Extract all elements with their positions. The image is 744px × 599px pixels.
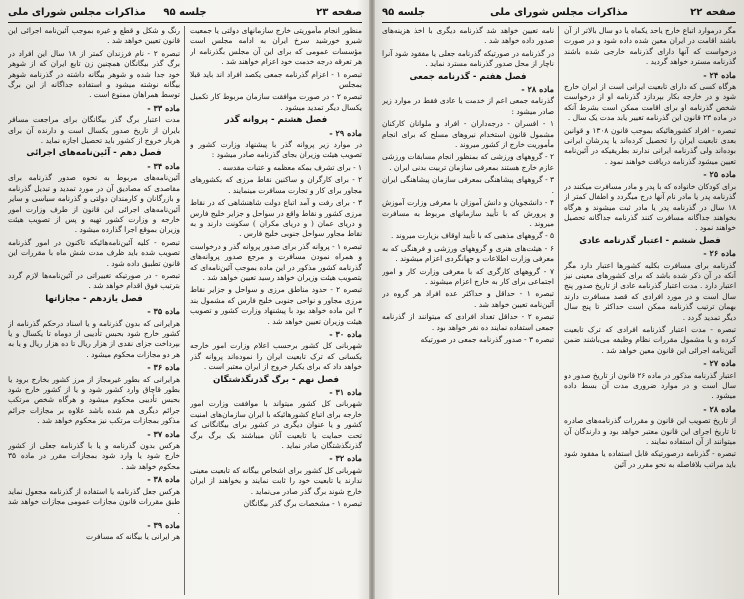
paragraph: ۳ - برای رفت و آمد اتباع دولت شاهنشاهی که در نقاط مرزی کشور و نقاط واقع در سواحل و جزایر خلیج فارس و دریای عمان ( و دریای مکران ) سکونت دارند و به نقاط مجاور سواحل جنوبی خلیج فارس . [190,198,362,239]
paragraph: هر ایرانی یا بیگانه که مسافرت [86,532,180,542]
article-number: ماده ۳۲ - [329,453,362,464]
article-number: ماده ۲۷ - [703,358,736,369]
right-page-left-column [382,26,554,595]
article-number: ماده ۳۷ - [147,428,180,439]
paragraph: هرگاه کسی که دارای تابعیت ایرانی است از ایران خارج شود و در خارجه بکار بپردازد گذرنامه او از درخواست شخص گذرنامه او برای اقامت ممکن است بشرط آنکه در ماده ۲۳ قانون این گذرنامه تغییر یابد مدت یک سال . [564,82,736,123]
right-page-header [382,6,736,23]
right-page-number: صفحه ۲۲ [690,7,736,18]
paragraph: تبصره ۳ - صدور گذرنامه جمعی در صورتیکه [420,334,554,344]
paragraph: تبصره ۱ - اعزام گذرنامه جمعی یکصد افراد اند باید قبلا بمجلس [190,69,362,90]
right-page-right-column [564,26,736,595]
paragraph: تبصره ۲ - نام فرزندان کمتر از ۱۸ سال این افراد در برگ گذر بیگانگان همچنین زن تابع ایران که از شوهر خود جدا شده و شوهر بیگانه داشته در گذرنامه شوهر بیگانه نوشته میشود و استفاده جداگانه از این برگ توسط همراهان ممنوع است . [8,48,180,100]
section-heading: فصل نهم - برگ گذرنگذشتگان [213,374,339,385]
paragraph: تبصره ۲ - در صورت موافقت سازمان مربوط کار تکمیل یکسال دیگر تمدید میشود . [190,92,362,112]
left-page-header [8,6,362,23]
paragraph: هرایرانی که بدون گذرنامه و یا اسناد درحکم گذرنامه از کشور خارج شود بحبس تأدیبی از دوماه تا یکسال و یا بپرداخت جزای نقدی از هزار ریال تا ده هزار ریال و یا به هر دو مجازات محکوم میشود . [8,318,180,359]
paragraph: در گذرنامه در صورتیکه گذرنامه جعلی یا مفقود شود آنرا ناچار از محل صدور گذرنامه مسترد نماید . [382,48,554,69]
paragraph: تبصره - مدت اعتبار گذرنامه افرادی که ترک تابعیت کرده و یا مشمول مقررات نظام وظیفه می‌باشند ضمن آئین‌نامه اجرائی این قانون معین خواهد شد . [564,324,736,355]
left-page-left-column [8,26,180,595]
section-heading: فصل ششم - اعتبار گذرنامه عادی [579,235,721,246]
left-page [0,0,370,599]
right-page-session: جلسه ۹۵ [382,7,426,18]
paragraph: از تاریخ تصویب این قانون و مقررات گذرنامه‌های صادره تا تاریخ اجرای این قانون معتبر خواهد بود و دارندگان آن میتوانند از آن استفاده نمایند . [564,416,736,447]
paragraph: اعتبار گذرنامه مذکور در ماده ۲۶ قانون از تاریخ صدور دو سال است و در موارد ضروری مدت آن بسط داده میشود . [564,370,736,401]
article-number: ماده ۲۹ - [329,127,362,138]
paragraph: تبصره ۲ - حدود مناطق مرزی و سواحل و جزایر نقاط مرزی مجاور و نواحی جنوبی خلیج فارس که مشمول بند ۳ این ماده خواهد بود با پیشنهاد وزارت کشور و تصویب هیئت وزیران تعیین خواهد شد . [190,285,362,326]
left-page-right-column [190,26,362,595]
paragraph: گذرنامه برای مسافرت بکلیه کشورها اعتبار دارد مگر آنکه در آن ذکر شده باشد که برای کشورهای معینی نیز اعتبار دارد . مدت اعتبار گذرنامه عادی از تاریخ صدور پنج سال است و در مورد افرادی که قصد مسافرت دارند بهمان ترتیب گذرنامه ممکن است حداکثر تا پنج سال دیگر تمدید گردد . [564,260,736,322]
paragraph: هرکس جعل گذرنامه یا استفاده از گذرنامه مجعول نماید طبق مقررات قانون مجازات عمومی مجازات خواهد شد . [8,486,180,517]
paragraph: تبصره ۱ - حداقل و حداکثر عده افراد هر گروه در آئین‌نامه تعیین خواهد شد . [382,289,554,309]
paragraph: در موارد زیر پروانه گذر با پیشنهاد وزارت کشور و تصویب هیئت وزیران بجای گذرنامه صادر میشود : [190,140,362,160]
section-heading: فصل هفتم - گذرنامه جمعی [409,71,527,82]
paragraph: آئین‌نامه‌های مربوط به نحوه صدور گذرنامه برای مقاصدی که مصادیق آن در مورد تمدید و تبدیل گذرنامه و بازرگانان و کارمندان دولتی و گذرنامه سیاسی و سایر آئین‌نامه‌های اجرائی این قانون از طرف وزارت امور خارجه و وزارت کشور تهیه و پس از تصویب هیئت وزیران بموقع اجرا گذارده میشود . [8,173,180,235]
paragraph: ۵ - گروههای مذهبی که با تأیید اوقاف بزیارت میروند . [390,231,554,241]
left-page-title: مذاکرات مجلس شورای ملی [8,7,146,18]
paragraph: تبصره - در صورتیکه تغییراتی در آئین‌نامه‌ها لازم گردد بترتیب فوق اقدام خواهد شد . [8,270,180,291]
left-page-session: جلسه ۹۵ [163,7,207,18]
column-divider [184,26,185,595]
article-number: ماده ۲۴ - [703,69,736,80]
paragraph: تبصره - گذرنامه درصورتیکه قابل استفاده یا مفقود شود باید مراتب بلافاصله به نحو مقرر در آئین [564,449,736,469]
paragraph: تبصره - افراد کشورهائیکه بموجب قانون ۱۳۰۸ و قوانین بعدی تابعیت ایران را تحصیل کرده‌اند یا پدرشان ایرانی بوده‌اند ولی گذرنامه ایرانی ندارند بطریقیکه در آئین‌نامه تعیین میشود گذرنامه دریافت خواهند نمود . [564,125,736,166]
article-number: ماده ۲۸ - [521,84,554,95]
article-number: ماده ۲۵ - [703,169,736,180]
paragraph: ۱ - برای تشرف بمکه معظمه و عتبات مقدسه . [218,162,362,172]
section-heading: فصل دهم - آئین‌نامه‌های اجرائی [26,148,162,159]
paragraph: گذرنامه جمعی اعم از خدمت یا عادی فقط در موارد زیر صادر میشود : [382,96,554,116]
article-number: ماده ۳۰ - [329,328,362,339]
paragraph: مدت اعتبار برگ گذر بیگانگان برای مراجعت مسافر بایران از تاریخ صدور یکسال است و دارنده آن برای هربار خروج از کشور باید تحصیل اجازه نماید . [8,115,180,146]
column-divider [558,26,559,595]
paragraph: رنگ و شکل و قطع و غیره بموجب آئین‌نامه اجرائی این قانون تعیین خواهد شد . [8,26,180,46]
article-number: ماده ۳۹ - [147,519,180,530]
article-number: ماده ۳۱ - [329,387,362,397]
article-number: ماده ۲۶ - [703,248,736,259]
paragraph: هرکس بدون گذرنامه و یا با گذرنامه جعلی از کشور خارج شود یا وارد شود بمجازات مقرر در ماده ۳۵ محکوم خواهد شد . [8,441,180,471]
paragraph: مگر درموارد اتباع خارج یاحد یکماه یا دو سال بالاتر از آن باشند اقامت در ایران معین شده داده شود و در صورت درخواست که آنها دارای گذرنامه خارجی شده باشند گذرنامه مسترد خواهد گردید . [564,26,736,67]
paragraph: ۲ - گروههای ورزشی که بمنظور انجام مسابقات ورزشی عازم خارج هستند بمعرفی سازمان تربیت بدنی ایران . [382,152,554,172]
article-number: ماده ۳۵ - [147,306,180,317]
paragraph: شهربانی کل کشور برای اشخاص بیگانه که تابعیت معینی ندارند یا تابعیت خود را ثابت نمایند و بخواهند از ایران خارج شوند برگ گذر صادر می‌نماید . [190,465,362,496]
right-page-title: مذاکرات مجلس شورای ملی [490,7,628,18]
paragraph: ۱ - افسران - درجه‌داران - افراد و ملوانان کارکنان مشمول قانون استخدام نیروهای مسلح که برای انجام مأموریت خارج از کشور میروند . [382,119,554,150]
paragraph: تبصره - کلیه آئین‌نامه‌هائیکه تاکنون در امور گذرنامه تصویب شده باید ظرف مدت شش ماه با مقررات این قانون تطبیق داده شود . [8,237,180,268]
paragraph: هرایرانی که بطور غیرمجاز از مرز کشور بخارج برود یا بطور قاچاق وارد کشور شود و یا از کشور خارج شود بحبس تأدیبی محکوم میشود و هرگاه شخص مرتکب جرائم دیگری هم شده باشد علاوه بر مجازات جرائم مذکور بمجازات مرتکب نیز محکوم خواهد شد . [8,374,180,426]
section-heading: فصل یازدهم - مجازاتها [45,293,143,304]
left-page-number: صفحه ۲۳ [316,7,362,18]
paragraph: ۲ - برای کارگران و ساکنین نقاط مرزی که بکشورهای مجاور برای کار و تجارت مسافرت مینمایند . [190,175,362,195]
paragraph: ۶ - هیئت‌های هنری و گروههای ورزشی و فرهنگی که به معرفی وزارت اطلاعات و جهانگردی اعزام میشوند . [382,243,554,264]
article-number: ماده ۳۶ - [147,362,180,373]
article-number: ماده ۳۴ - [147,160,180,171]
article-number: ماده ۲۸ - [703,403,736,414]
paragraph: ۴ - دانشجویان و دانش آموزان با معرفی وزارت آموزش و پرورش که با تأیید سازمانهای مربوط به مسافرت میروند . [382,198,554,228]
right-page [374,0,744,599]
paragraph: نامه تعیین خواهد شد گذرنامه دیگری با اخذ هزینه‌های صدور داده خواهد شد . [382,26,554,46]
paragraph: ۷ - گروههای کارگری که با معرفی وزارت کار و امور اجتماعی برای کار به خارج اعزام میشوند . [382,266,554,286]
paragraph: تبصره ۱ - مشخصات برگ گذر بیگانگان [243,499,362,509]
section-heading: فصل هشتم - پروانه گذر [224,115,328,126]
paragraph: تبصره ۱ - پروانه گذر برای صدور پروانه گذر و درخواست و همراه نمودن مسافرت و مرجع صدور پروانه‌های گذرنامه کشور مذکور در این ماده بموجب آئین‌نامه‌ای که بتصویب هیئت وزیران خواهد رسید تعیین خواهد شد . [190,241,362,282]
paragraph: برای کودکان خانواده که با پدر و مادر مسافرت میکنند در گذرنامه پدر یا مادر نام آنها درج میگردد و اطفال کمتر از ۱۸ سال در گذرنامه پدر یا مادر ثبت میشوند و هرگاه بخواهند جداگانه مسافرت کنند گذرنامه جداگانه تحصیل خواهند نمود . [564,181,736,233]
paragraph: منظور انجام مأموریتی خارج سازمانهای دولتی یا جمعیت شیرو خورشید سرخ ایران به ادامه مجلس است مؤسسات عمومی که برای این آن مجلس بگذرنامه ار هر تعرقه درجه خدمت خود اعزام خواهند شد . [190,26,362,67]
paragraph: شهربانی کل کشور میتواند با موافقت وزارت امور خارجه برای اتباع کشورهائیکه با ایران سازمان‌های امنیت کشور و یا عنوان دیگری در کشور برای بیگانگانی که تحت حمایت یا تابعیت آنان میباشند یک برگ برگ گذرنگذشتگان صادر نماید . [190,399,362,451]
paragraph: ۳ - گروههای پیشاهنگی بمعرفی سازمان پیشاهنگی ایران . [382,175,554,195]
article-number: ماده ۳۳ - [147,102,180,113]
paragraph: شهربانی کل کشور برحسب اعلام وزارت امور خارجه بکسانی که ترک تابعیت ایران را نموده‌اند پروانه گذر خواهد داد که برای یکبار خروج از ایران معتبر است . [190,341,362,372]
paragraph: تبصره ۲ - حداقل تعداد افرادی که میتوانند از گذرنامه جمعی استفاده نمایند ده نفر خواهد بود . [382,312,554,332]
article-number: ماده ۳۸ - [147,474,180,485]
